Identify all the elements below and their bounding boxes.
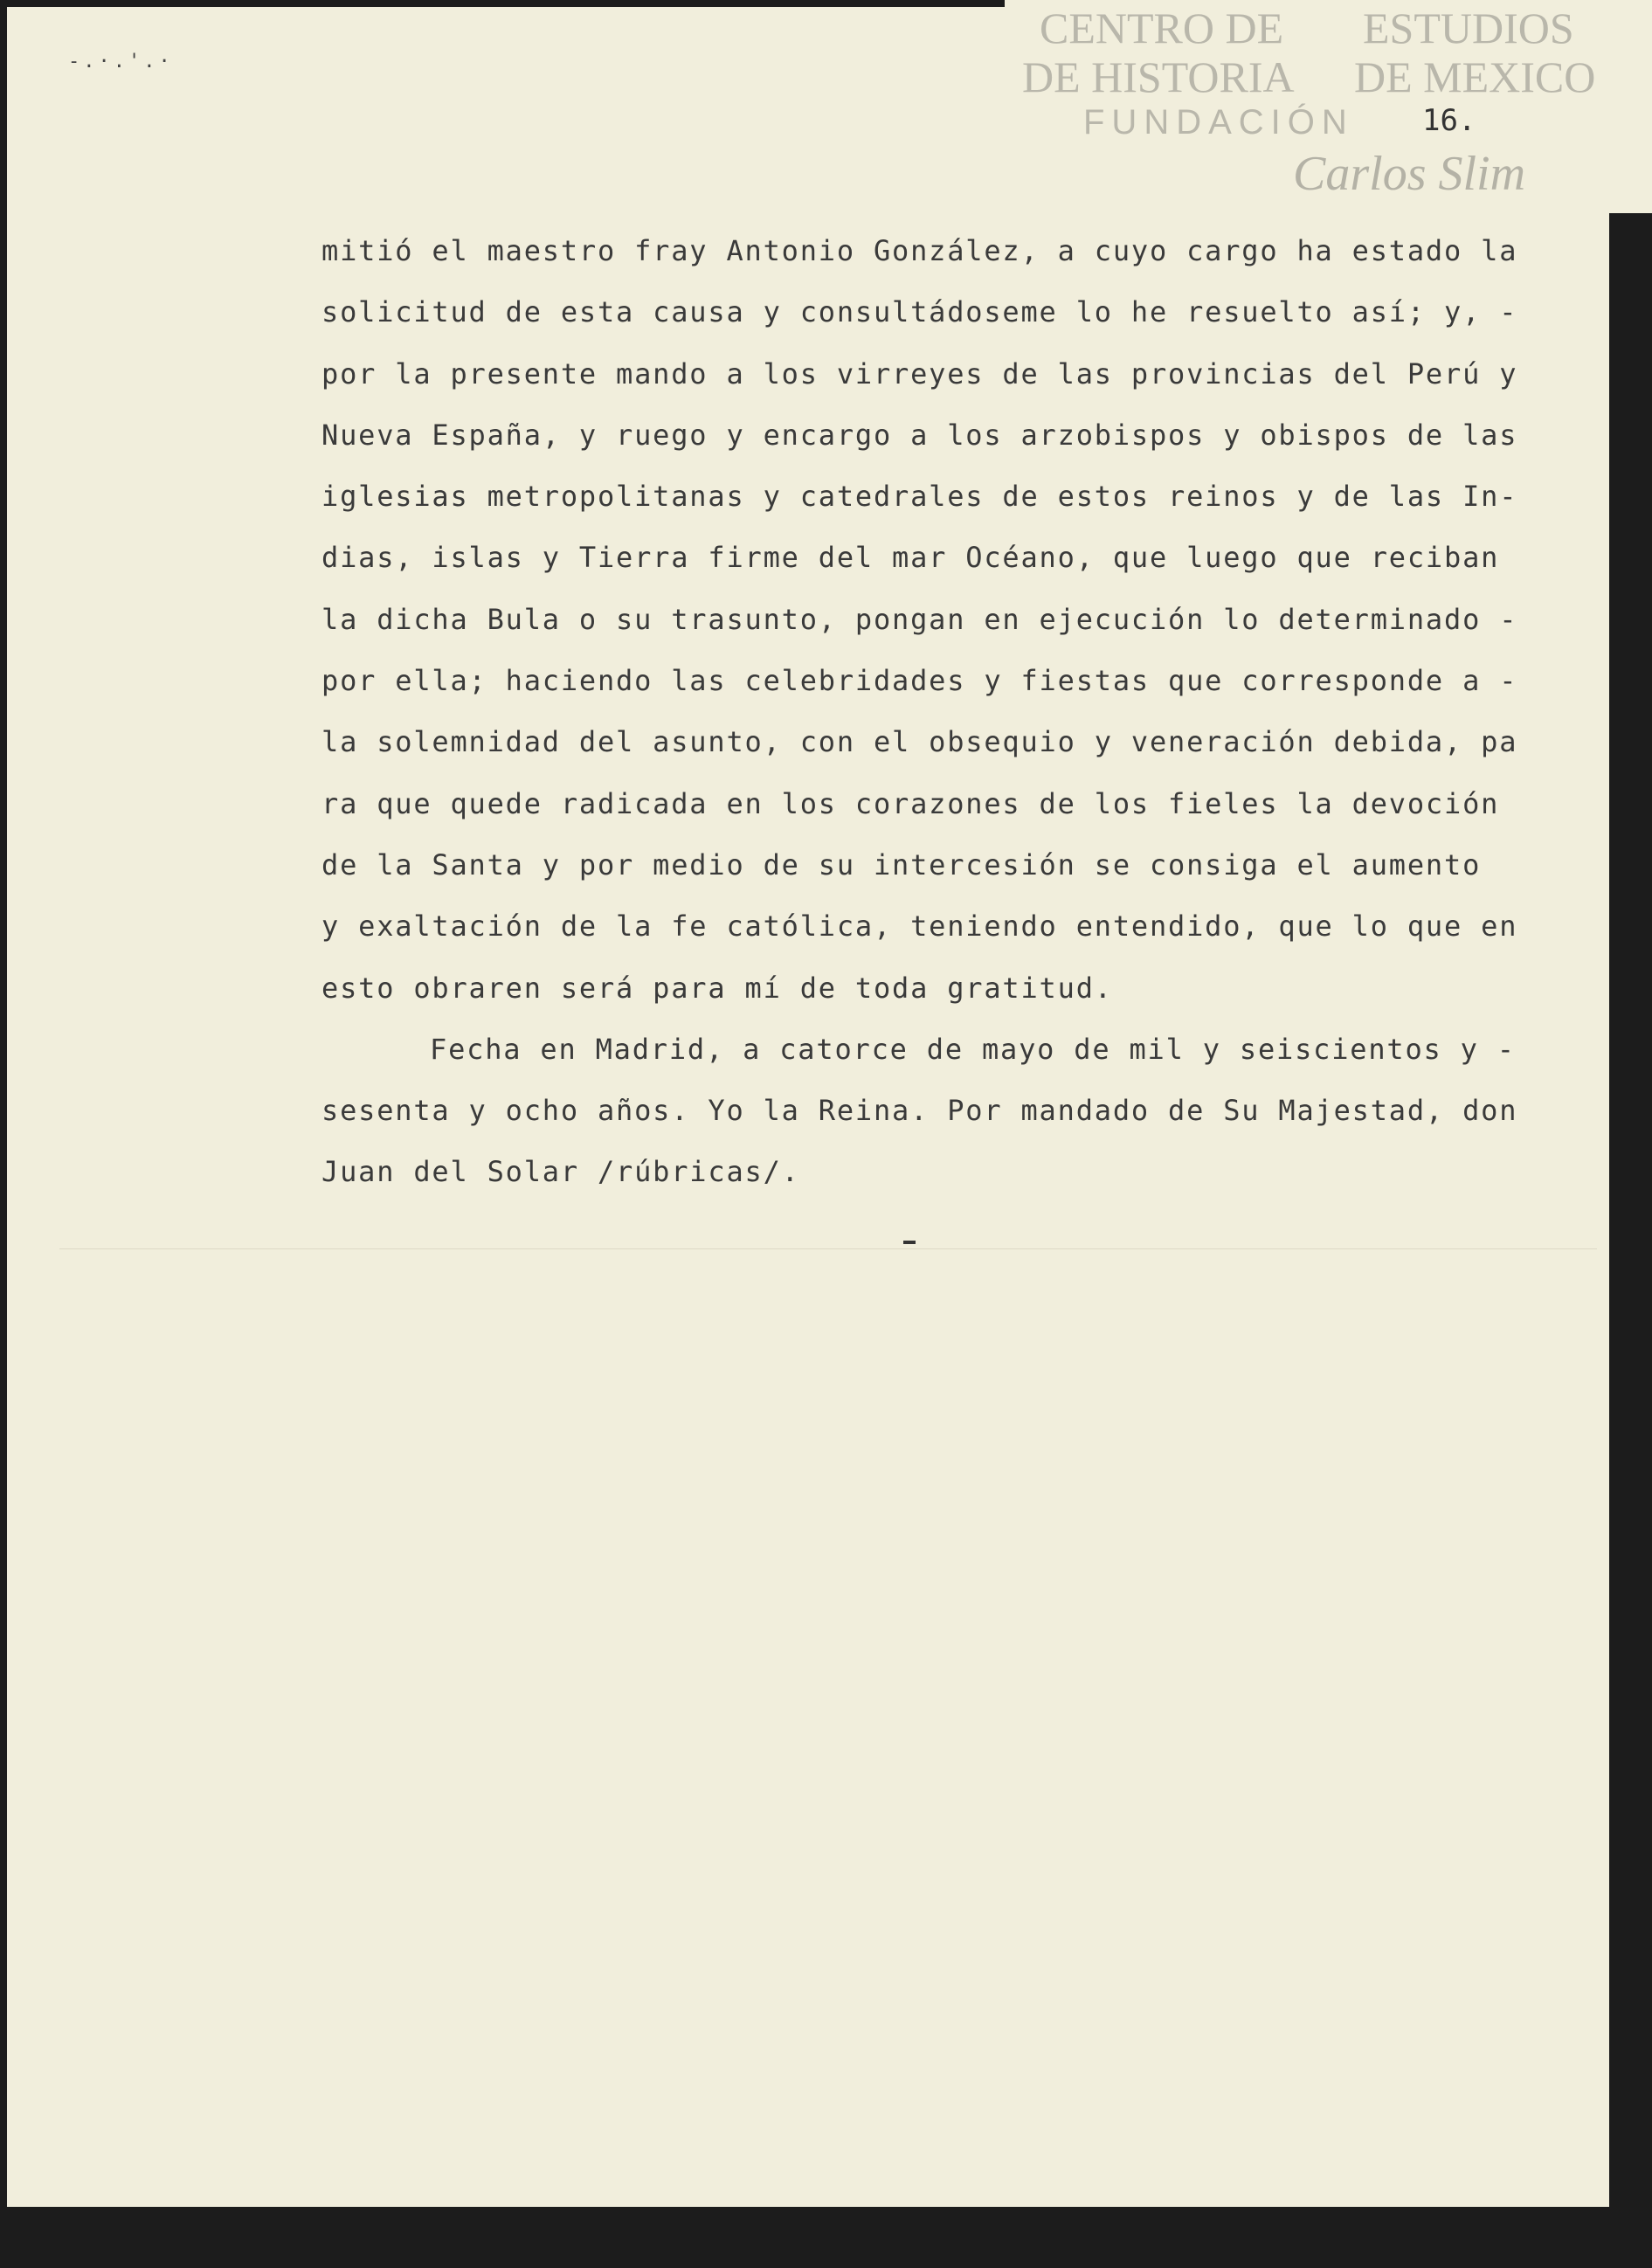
text-line: por la presente mando a los virreyes de las provincias del Perú y [321, 356, 1518, 391]
watermark-line: ESTUDIOS [1363, 3, 1574, 52]
text-line: solicitud de esta causa y consultádoseme lo he resuelto así; y, - [321, 295, 1518, 329]
page-number: 16. [1422, 103, 1476, 138]
text-line: de la Santa y por medio de su intercesión se consiga el aumento [321, 847, 1482, 882]
text-line: mitió el maestro fray Antonio González, a cuyo cargo ha estado la [321, 234, 1518, 267]
text-line: Nueva España, y ruego y encargo a los arzobispos y obispos de las [321, 418, 1518, 452]
text-line: por ella; haciendo las celebridades y fiestas que corresponde a - [321, 664, 1518, 698]
document-body [321, 220, 1545, 1203]
text-line: Fecha en Madrid, a catorce de mayo de mil y seiscientos y - [430, 1032, 1516, 1066]
end-dash [903, 1241, 916, 1244]
text-line: la solemnidad del asunto, con el obsequio y veneración debida, pa [321, 725, 1518, 759]
text-line: y exaltación de la fe católica, teniendo entendido, que lo que en [321, 909, 1518, 944]
corner-mark: -.·.'.· [68, 51, 174, 73]
watermark [1005, 0, 1652, 213]
text-line: iglesias metropolitanas y catedrales de estos reinos y de las In- [321, 480, 1518, 514]
watermark-line: CENTRO DE [1040, 3, 1284, 52]
watermark-signature: Carlos Slim [1293, 147, 1526, 201]
fold-line [59, 1248, 1597, 1249]
watermark-foundation: FUNDACIÓN [1083, 103, 1354, 142]
text-line: Juan del Solar /rúbricas/. [321, 1155, 800, 1189]
watermark-line: DE HISTORIA [1022, 52, 1295, 101]
text-line: ra que quede radicada en los corazones de los fieles la devoción [321, 786, 1500, 820]
text-line: esto obraren será para mí de toda gratitud. [321, 971, 1113, 1005]
watermark-line: DE MEXICO [1354, 52, 1596, 101]
text-line: dias, islas y Tierra firme del mar Océano, que luego que reciban [321, 541, 1500, 575]
text-line: sesenta y ocho años. Yo la Reina. Por mandado de Su Majestad, don [321, 1094, 1518, 1128]
text-line: la dicha Bula o su trasunto, pongan en ejecución lo determinado - [321, 602, 1518, 636]
